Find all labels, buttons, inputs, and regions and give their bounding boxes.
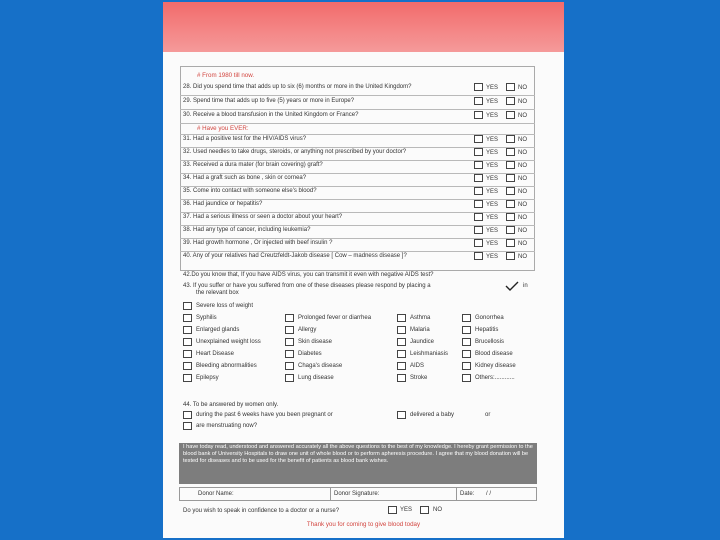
yes-label: YES: [486, 228, 499, 234]
form-header-band: [163, 2, 564, 52]
disease-label: Skin disease: [298, 339, 333, 345]
question-44: 44. To be answered by women only.: [183, 402, 279, 408]
yes-label: YES: [486, 202, 499, 208]
pregnant-label: during the past 6 weeks have you been pregnant or: [196, 412, 333, 418]
question-33: 33. Received a dura mater (for brain covering) graft?: [183, 162, 323, 168]
yes-label: YES: [486, 137, 499, 143]
question-28: 28. Did you spend time that adds up to six (6) months or more in the United Kingdom?: [183, 84, 412, 90]
no-checkbox-4[interactable]: [506, 148, 515, 156]
question-32: 32. Used needles to take drugs, steroids, or anything not prescribed by your doctor?: [183, 149, 407, 155]
no-checkbox-10[interactable]: [506, 226, 515, 234]
question-36: 36. Had jaundice or hepatitis?: [183, 201, 263, 207]
delivered-checkbox[interactable]: [397, 411, 406, 419]
donor-name-label: Donor Name:: [198, 491, 234, 497]
yes-label: YES: [486, 241, 499, 247]
disease-label: Kidney disease: [475, 363, 516, 369]
question-43-in: in: [523, 283, 528, 289]
disease-label: Syphilis: [196, 315, 217, 321]
yes-checkbox-6[interactable]: [474, 174, 483, 182]
no-checkbox-5[interactable]: [506, 161, 515, 169]
disease-checkbox[interactable]: [285, 338, 294, 346]
no-checkbox-1[interactable]: [506, 97, 515, 105]
disease-checkbox[interactable]: [462, 350, 471, 358]
disease-checkbox[interactable]: [183, 374, 192, 382]
question-42: 42.Do you know that, If you have AIDS virus, you can transmit it even with negative AIDS test?: [183, 272, 434, 278]
no-label: NO: [518, 202, 527, 208]
disease-label: Leishmaniasis: [410, 351, 449, 357]
yes-label: YES: [486, 150, 499, 156]
disease-label: Hepatitis: [475, 327, 499, 333]
pregnant-checkbox[interactable]: [183, 411, 192, 419]
checkmark-icon: [505, 281, 519, 291]
disease-checkbox[interactable]: [183, 338, 192, 346]
divider: [330, 488, 331, 501]
disease-checkbox[interactable]: [397, 374, 406, 382]
date-separators: / /: [486, 491, 492, 497]
disease-checkbox[interactable]: [285, 326, 294, 334]
yes-checkbox-1[interactable]: [474, 97, 483, 105]
row-divider: [180, 123, 535, 124]
yes-checkbox-3[interactable]: [474, 135, 483, 143]
question-29: 29. Spend time that adds up to five (5) years or more in Europe?: [183, 98, 355, 104]
no-label: NO: [518, 99, 527, 105]
disease-checkbox[interactable]: [183, 362, 192, 370]
or-label: or: [485, 412, 491, 418]
disease-checkbox[interactable]: [462, 374, 471, 382]
disease-label: Heart Disease: [196, 351, 235, 357]
row-divider: [180, 95, 535, 96]
confidence-no-checkbox[interactable]: [420, 506, 429, 514]
disease-checkbox[interactable]: [397, 314, 406, 322]
yes-label: YES: [486, 85, 499, 91]
no-checkbox-9[interactable]: [506, 213, 515, 221]
yes-checkbox-8[interactable]: [474, 200, 483, 208]
disease-checkbox[interactable]: [397, 362, 406, 370]
disease-checkbox[interactable]: [285, 374, 294, 382]
disease-label: Lung disease: [298, 375, 334, 381]
disease-label: Diabetes: [298, 351, 322, 357]
question-31: 31. Had a positive test for the HIV/AIDS virus?: [183, 136, 307, 142]
no-label: NO: [518, 189, 527, 195]
delivered-label: delivered a baby: [410, 412, 455, 418]
yes-label: YES: [486, 99, 499, 105]
yes-checkbox-2[interactable]: [474, 111, 483, 119]
yes-checkbox-5[interactable]: [474, 161, 483, 169]
disease-label: Allergy: [298, 327, 317, 333]
disease-label: Epilepsy: [196, 375, 219, 381]
disease-label: Unexplained weight loss: [196, 339, 261, 345]
yes-checkbox-4[interactable]: [474, 148, 483, 156]
disease-label: Others:............: [475, 375, 515, 381]
no-checkbox-7[interactable]: [506, 187, 515, 195]
yes-label: YES: [486, 113, 499, 119]
disease-checkbox[interactable]: [183, 314, 192, 322]
disease-checkbox[interactable]: [462, 362, 471, 370]
no-label: NO: [518, 241, 527, 247]
disease-label: Severe loss of weight: [196, 303, 254, 309]
question-40: 40. Any of your relatives had Creutzfeldt-Jakob disease [ Cow – madness disease ]?: [183, 253, 407, 259]
disease-label: Asthma: [410, 315, 431, 321]
no-label: NO: [518, 163, 527, 169]
no-label: NO: [518, 113, 527, 119]
no-checkbox-12[interactable]: [506, 252, 515, 260]
no-label: NO: [518, 228, 527, 234]
donor-signature-label: Donor Signature:: [334, 491, 380, 497]
divider: [456, 488, 457, 501]
disease-checkbox[interactable]: [285, 350, 294, 358]
section-heading-ever: # Have you EVER:: [197, 125, 249, 132]
disease-label: Chaga's disease: [298, 363, 343, 369]
no-label: NO: [518, 150, 527, 156]
no-label: NO: [518, 85, 527, 91]
no-checkbox-2[interactable]: [506, 111, 515, 119]
question-39: 39. Had growth hormone , Or injected with beef insulin ?: [183, 240, 333, 246]
disease-checkbox[interactable]: [285, 314, 294, 322]
no-checkbox-6[interactable]: [506, 174, 515, 182]
yes-label: YES: [486, 163, 499, 169]
yes-checkbox-12[interactable]: [474, 252, 483, 260]
disease-checkbox[interactable]: [183, 326, 192, 334]
confidence-no-label: NO: [433, 507, 442, 513]
disease-label: Enlarged glands: [196, 327, 240, 333]
consent-statement: I have today read, understood and answered accurately all the above questions to the best of my knowledge. I hereby grant permission to the blood bank of University Hospitals to draw one unit of whole blood or to perform apheresis procedure. I agree that my blood donation will be tested for diseases and to be used for the benefit of patients as blood bank wishes.: [179, 443, 537, 484]
disease-checkbox[interactable]: [183, 302, 192, 310]
question-38: 38. Had any type of cancer, including leukemia?: [183, 227, 311, 233]
question-34: 34. Had a graft such as bone , skin or cornea?: [183, 175, 307, 181]
confidence-yes-checkbox[interactable]: [388, 506, 397, 514]
confidence-yes-label: YES: [400, 507, 413, 513]
yes-label: YES: [486, 176, 499, 182]
no-checkbox-11[interactable]: [506, 239, 515, 247]
signature-row: [179, 487, 537, 501]
yes-checkbox-7[interactable]: [474, 187, 483, 195]
no-checkbox-0[interactable]: [506, 83, 515, 91]
section-heading-1980: # From 1980 till now.: [197, 72, 255, 79]
question-43-relevant-box: the relevant box: [196, 290, 239, 296]
disease-label: Prolonged fever or diarrhea: [298, 315, 372, 321]
question-37: 37. Had a serious illness or seen a doctor about your heart?: [183, 214, 343, 220]
no-label: NO: [518, 254, 527, 260]
disease-label: Stroke: [410, 375, 428, 381]
disease-label: Blood disease: [475, 351, 513, 357]
disease-label: AIDS: [410, 363, 425, 369]
disease-label: Malaria: [410, 327, 430, 333]
question-43: 43. If you suffer or have you suffered from one of these diseases please respond by placing a: [183, 283, 431, 289]
disease-checkbox[interactable]: [397, 338, 406, 346]
row-divider: [180, 109, 535, 110]
date-label: Date:: [460, 491, 475, 497]
no-checkbox-8[interactable]: [506, 200, 515, 208]
no-label: NO: [518, 137, 527, 143]
yes-label: YES: [486, 215, 499, 221]
yes-checkbox-11[interactable]: [474, 239, 483, 247]
yes-checkbox-10[interactable]: [474, 226, 483, 234]
confidence-question: Do you wish to speak in confidence to a doctor or a nurse?: [183, 508, 340, 514]
disease-checkbox[interactable]: [183, 350, 192, 358]
disease-label: Gonorrhea: [475, 315, 504, 321]
thank-you-note: Thank you for coming to give blood today: [306, 521, 421, 528]
disease-label: Bleeding abnormalities: [196, 363, 257, 369]
yes-label: YES: [486, 189, 499, 195]
yes-checkbox-0[interactable]: [474, 83, 483, 91]
question-30: 30. Receive a blood transfusion in the United Kingdom or France?: [183, 112, 359, 118]
yes-label: YES: [486, 254, 499, 260]
disease-checkbox[interactable]: [462, 326, 471, 334]
disease-label: Jaundice: [410, 339, 435, 345]
disease-checkbox[interactable]: [397, 326, 406, 334]
menstruating-checkbox[interactable]: [183, 422, 192, 430]
donor-form-page: [163, 2, 564, 538]
no-checkbox-3[interactable]: [506, 135, 515, 143]
no-label: NO: [518, 215, 527, 221]
yes-checkbox-9[interactable]: [474, 213, 483, 221]
menstruating-label: are menstruating now?: [196, 423, 258, 429]
question-35: 35. Come into contact with someone else's blood?: [183, 188, 317, 194]
disease-checkbox[interactable]: [462, 314, 471, 322]
disease-label: Brucellosis: [475, 339, 505, 345]
no-label: NO: [518, 176, 527, 182]
disease-checkbox[interactable]: [462, 338, 471, 346]
disease-checkbox[interactable]: [397, 350, 406, 358]
disease-checkbox[interactable]: [285, 362, 294, 370]
